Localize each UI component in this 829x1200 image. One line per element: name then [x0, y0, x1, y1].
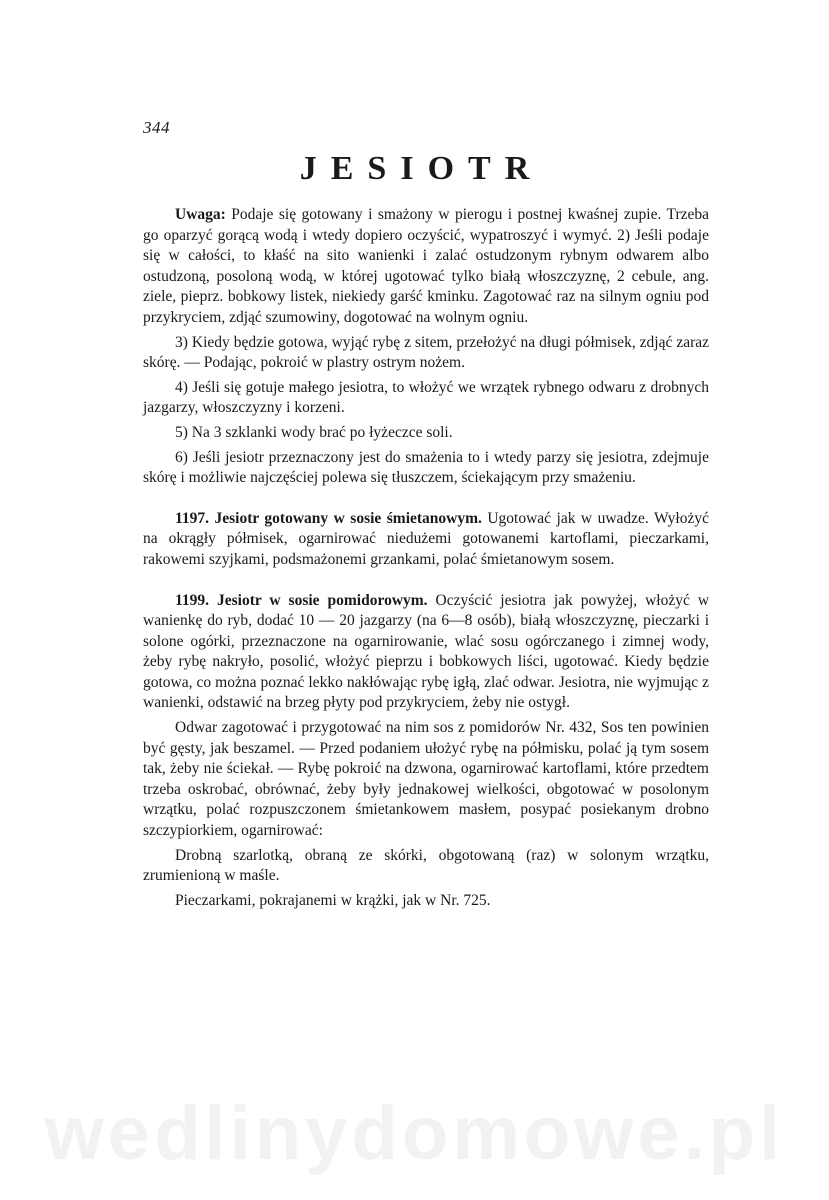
- intro-point-6: 6) Jeśli jesiotr przeznaczony jest do smażenia to i wtedy parzy się jesiotra, zdejmuje skórę i możliwie najczęściej polewa się tłuszczem, ściekającym przy smażeniu.: [143, 448, 709, 487]
- recipe-1199-paragraph-4: Pieczarkami, pokrajanemi w krążki, jak w Nr. 725.: [175, 891, 491, 909]
- recipe-1199-paragraph-2: Odwar zagotować i przygotować na nim sos z pomidorów Nr. 432, Sos ten powinien być gęsty, jak beszamel. — Przed podaniem ułożyć rybę na półmisku, polać ją tym sosem tak, żeby nie ściekał. — Rybę pokroić na dzwona, ogarnirować kartoflami, które przedtem trzeba oskrobać, obrównać, żeby były jednakowej wielkości, obgotować w posolonym wrzątku, polać rozpuszczonem śmietankowem masłem, posypać posiekanym drobno szczypiorkiem, ogarnirować:: [143, 719, 709, 840]
- recipe-1199-text: Oczyścić jesiotra jak powyżej, włożyć w wanienkę do ryb, dodać 10 — 20 jazgarzy (na 6—8 osób), białą włoszczyznę, pieczarki i solone ogórki, przeznaczone na ogarnirowanie, wlać sosu ogórczanego i zimnej wody, żeby rybę nakryło, posolić, włożyć pieprzu i bobkowych liści, ugotować. Kiedy będzie gotowa, co można poznać lekko nakłówając rybę igłą, zlać odwar. Jesiotra, nie wyjmując z wanienki, odstawić na brzeg płyty pod przykryciem, żeby nie ostygł.: [143, 591, 710, 712]
- recipe-1199-heading: 1199. Jesiotr w sosie pomidorowym.: [175, 591, 428, 609]
- recipe-1197: [143, 509, 709, 571]
- page-title: JESIOTR: [299, 150, 544, 187]
- intro-text: Podaje się gotowany i smażony w pierogu i postnej kwaśnej zupie. Trzeba go oparzyć gorącą wodą i wtedy dopiero oczyścić, wypatroszyć i wymyć. 2) Jeśli podaje się w całości, to kłaść na sito wanienki i zalać ostudzonym rybnym odwarem albo ostudzoną, posoloną wodą, w której ugotować tylko białą włoszczyznę, 2 cebule, ang. ziele, pieprz. bobkowy listek, niekiedy garść kminku. Zagotować raz na silnym ogniu pod przykryciem, zdjąć szumowiny, dogotować na wolnym ogniu.: [143, 206, 709, 326]
- recipe-1197-heading: 1197. Jesiotr gotowany w sosie śmietanowym.: [175, 509, 482, 527]
- intro-lead: Uwaga:: [175, 206, 226, 223]
- intro-point-5: 5) Na 3 szklanki wody brać po łyżeczce soli.: [175, 423, 453, 441]
- page-number: 344: [143, 118, 170, 137]
- intro-paragraph: [143, 205, 709, 329]
- recipe-1199-paragraph-3: Drobną szarlotką, obraną ze skórki, obgotowaną (raz) w solonym wrzątku, zrumienioną w maśle.: [143, 846, 709, 885]
- page-content: [143, 205, 709, 915]
- intro-point-3: 3) Kiedy będzie gotowa, wyjąć rybę z sitem, przełożyć na długi półmisek, zdjąć zaraz skórę. — Podając, pokroić w plastry ostrym nożem.: [143, 333, 709, 372]
- intro-point-4: 4) Jeśli się gotuje małego jesiotra, to włożyć we wrzątek rybnego odwaru z drobnych jazgarzy, włoszczyzny i korzeni.: [143, 378, 709, 417]
- recipe-1199: [143, 591, 709, 715]
- watermark: wedlinydomowe.pl: [44, 1091, 785, 1176]
- recipe-1197-text: Ugotować jak w uwadze. Wyłożyć na okrągły półmisek, ogarnirować niedużemi gotowanemi kartoflami, pieczarkami, rakowemi szyjkami, podsmażonemi grzankami, polać śmietanowym sosem.: [143, 509, 709, 568]
